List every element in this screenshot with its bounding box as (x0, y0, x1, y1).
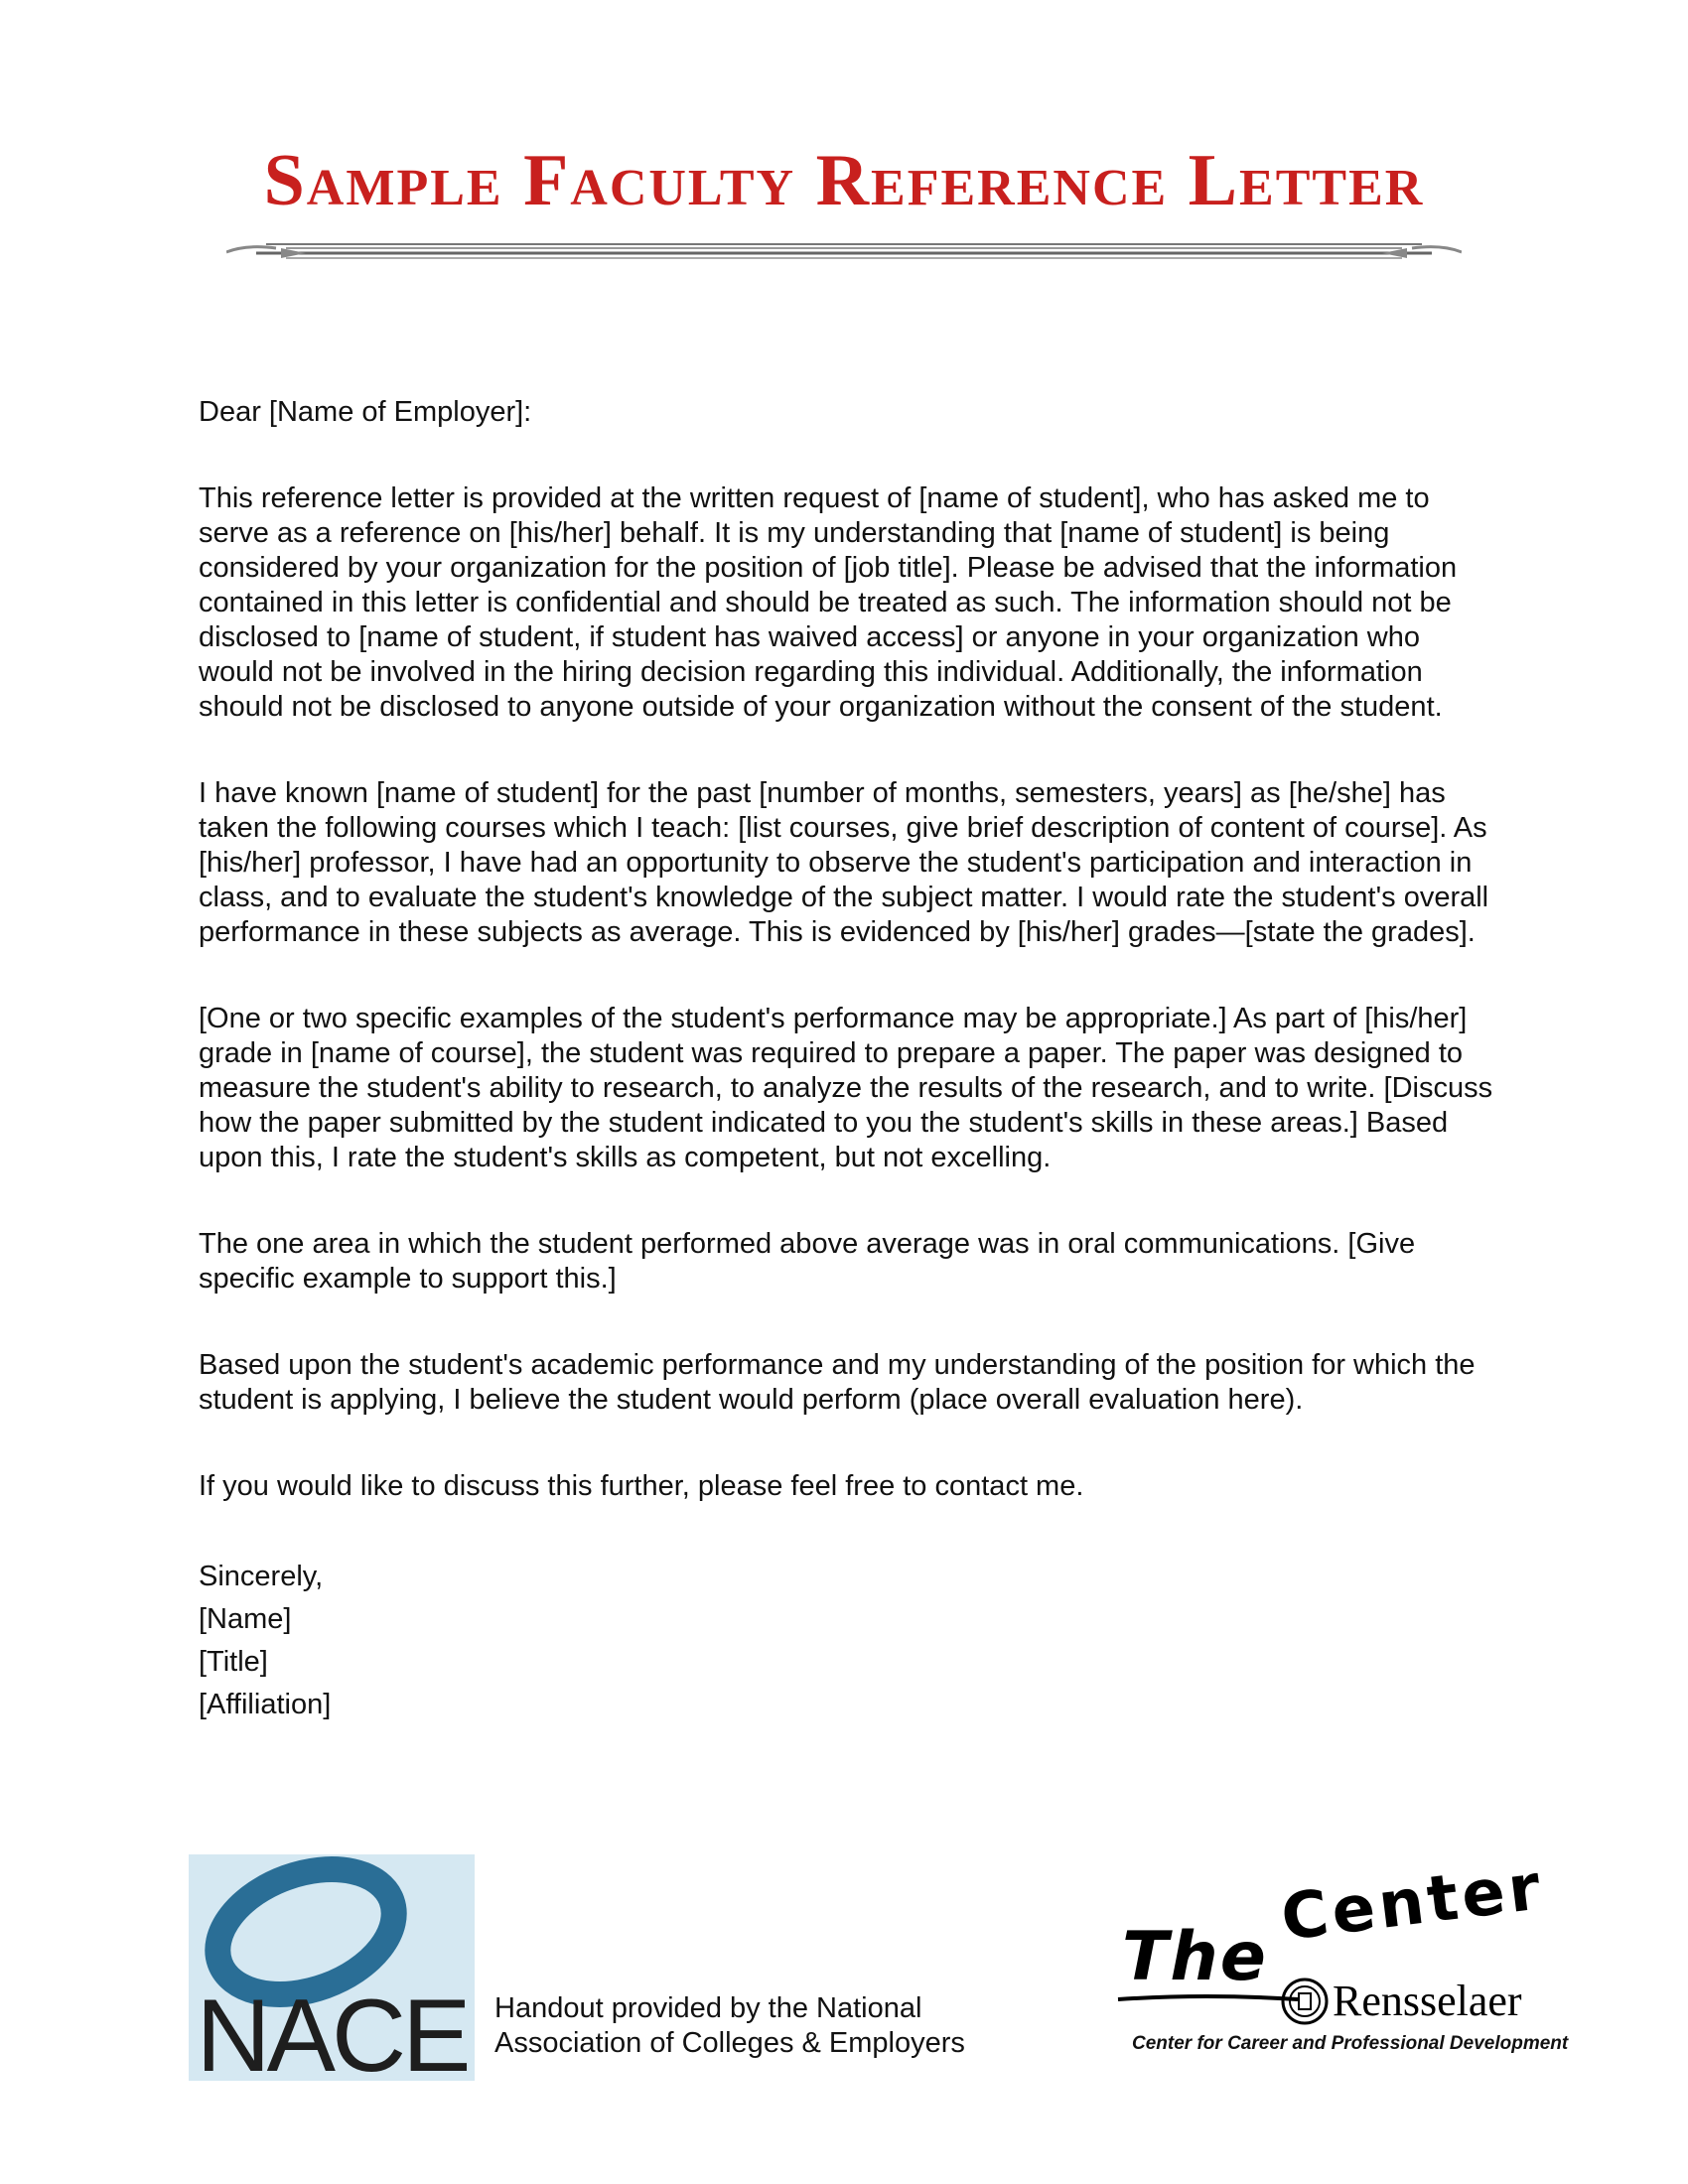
closing-block (199, 1556, 1499, 1726)
center-logo-rensselaer: Rensselaer (1333, 1977, 1522, 2025)
document-title: Sample Faculty Reference Letter (263, 140, 1425, 221)
valediction: Sincerely, (199, 1561, 324, 1592)
handout-line-1: Handout provided by the National (494, 1992, 922, 2024)
center-logo-underline (1116, 1991, 1300, 2005)
center-logo-center: Center (1277, 1850, 1549, 1956)
center-logo-the: The (1122, 1918, 1268, 1996)
center-logo-tagline: Center for Career and Professional Development (1132, 2033, 1569, 2054)
signer-name: [Name] (199, 1603, 292, 1635)
salutation: Dear [Name of Employer]: (199, 396, 532, 428)
the-center-logo (1102, 1850, 1569, 2065)
paragraph-known: I have known [name of student] for the past [number of months, semesters, years] as [he/she] has taken the following courses which I teach: [list courses, give brief description of content of course]. As [his/her] professor, I have had an opportunity to observe the student's participation and interaction in class, and to evaluate the student's knowledge of the subject matter. I would rate the student's overall performance in these subjects as average. This is evidenced by [his/her] grades—[state the grades]. (199, 777, 1489, 948)
title-divider (226, 234, 1462, 266)
paragraph-examples: [One or two specific examples of the student's performance may be appropriate.] As part of [his/her] grade in [name of course], the student was required to prepare a paper. The paper was designed to measure the student's ability to research, to analyze the results of the research, and to write. [Discuss how the paper submitted by the student indicated to you the student's skills in these areas.] Based upon this, I rate the student's skills as competent, but not excelling. (199, 1003, 1493, 1173)
paragraph-request: This reference letter is provided at the written request of [name of student], who has asked me to serve as a reference on [his/her] behalf. It is my understanding that [name of student] is being considered by your organization for the position of [job title]. Please be advised that the information contained in this letter is confidential and should be treated as such. The information should not be disclosed to [name of student, if student has waived access] or anyone in your organization who would not be involved in the hiring decision regarding this individual. Additionally, the information should not be disclosed to anyone outside of your organization without the consent of the student. (199, 482, 1458, 723)
handout-line-2: Association of Colleges & Employers (494, 2027, 965, 2059)
paragraph-evaluation: Based upon the student's academic performance and my understanding of the position for which the student is applying, I believe the student would perform (place overall evaluation here). (199, 1349, 1476, 1416)
nace-logo-text: NACE (196, 1979, 468, 2081)
signer-title: [Title] (199, 1646, 268, 1678)
rensselaer-seal-icon (1281, 1978, 1329, 2025)
paragraph-contact: If you would like to discuss this further, please feel free to contact me. (199, 1470, 1084, 1502)
paragraph-oral: The one area in which the student performed above average was in oral communications. [Give specific example to support this.] (199, 1228, 1416, 1295)
nace-logo (189, 1854, 475, 2081)
signer-affiliation: [Affiliation] (199, 1689, 332, 1720)
handout-credit (494, 1991, 1051, 2061)
letter-body (199, 395, 1499, 1726)
